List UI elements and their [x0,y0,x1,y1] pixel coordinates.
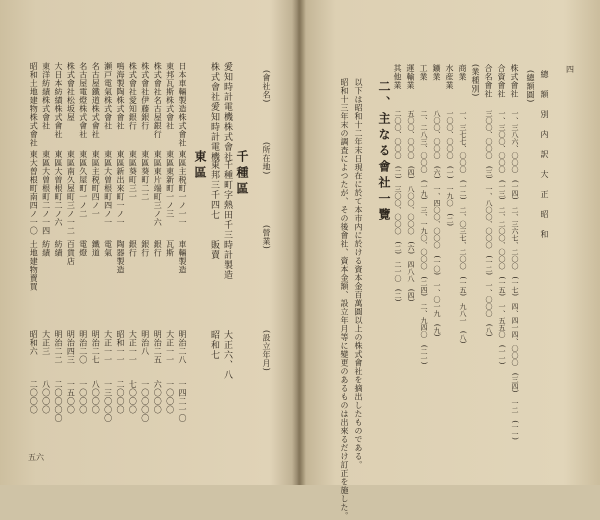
table-row-label: (業種別) [471,64,480,97]
company-address: 東區葵町二二 [140,150,150,201]
company-address: 東大曽根町南四ノ一〇 [29,150,39,235]
company-name: 昭和土地建物株式會社 [29,62,39,147]
company-capital: 八〇〇〇 [91,380,101,414]
company-founded: 昭和一一 [116,330,125,364]
company-name: 東邦瓦斯株式會社 [165,62,175,130]
company-name: 瀬戸電氣株式會社 [103,62,113,130]
label-founded: (設立年月) [262,330,271,372]
table-row-values: 五〇〇、〇〇〇 (四) 八〇〇、〇〇〇 (六) 四八八 (四) [407,110,415,302]
company-capital: 一三〇〇〇 [103,380,113,423]
table-row-label: 運輸業 [406,64,415,90]
aichi-row-2-business: 販賣 [209,240,219,260]
table-row-values: 八〇〇、〇〇〇 (六) 一、四〇〇、〇〇〇 (一〇) 一、〇一九 (九) [433,110,441,337]
table-subtitle: (總額圓) [526,70,535,103]
company-name: 名古屋鐵道株式會社 [91,62,101,139]
company-name: 株式會社松坂屋 [66,62,76,122]
company-capital: 一〇〇〇 [165,380,175,414]
company-business: 土地建物賣買 [29,240,39,291]
company-address: 東區葵町三一 [128,150,138,201]
aichi-row-1-name: 愛知時計電機株式會社 [222,62,232,162]
table-row-label: 鑛業 [432,64,441,81]
company-name: 株式會社名古屋銀行 [153,62,163,139]
aichi-row-1-business: 時計製造 [222,240,232,280]
company-capital: 二〇〇〇 [116,380,125,414]
table-row-values: 一、三八六、〇〇〇 (一四) 二、三六七、二〇〇 (一七) 四、四一四、〇〇〇 (三四) 一二 (一一) [511,110,519,440]
company-address: 東區新出來町一ノ一 [116,150,125,227]
company-address: 東區主税町四ノ一 [91,150,101,218]
table-row-label: 合資會社 [497,64,506,98]
company-capital: 一四二一〇 [178,380,187,423]
company-capital: 一〇〇〇 [78,380,88,414]
company-capital: 八〇〇〇 [41,380,51,414]
table-title: 總 額 別 内 訳 大 正 昭 和 [540,70,549,240]
aichi-row-1-address: 千種町字熱田千三 [222,160,232,240]
table-row-label: 水産業 [445,64,454,90]
company-founded: 大正一一 [103,330,113,364]
left-page-number: 五六 [28,453,44,462]
aichi-row-2-name: 株式會社愛知時計電機 [209,62,219,162]
company-business: 紡績 [54,240,63,257]
company-business: 電氣 [103,240,113,257]
company-name: 鳴海製陶株式會社 [116,62,125,130]
company-capital: 二〇〇〇 [29,380,39,414]
company-name: 東洋紡績株式會社 [41,62,51,130]
company-business: 紡績 [41,240,51,257]
company-founded: 明治二二 [54,330,63,364]
company-name: 日本車輛製造株式會社 [178,62,187,147]
table-row-values: 一、三〇〇、〇〇〇 (一三) 二、二〇〇、〇〇〇 (一五) 一、五五〇 (一一) [498,110,506,365]
table-row-values: 一〇〇、〇〇〇 (一) 一九〇 (二) [446,110,454,226]
heading-chikusa: 千種區 [235,150,249,198]
label-company: (會社名) [262,70,271,103]
aichi-row-1-founded: 大正六、八 [222,330,232,380]
label-business: (營業) [262,225,271,250]
company-address: 東區南久屋町三ノ一二 [66,150,76,235]
company-founded: 昭和六 [29,330,39,356]
table-row-values: 二、二八三、〇〇〇 (一九) 三、一九〇、〇〇〇 (二四) 二、九四〇 (二一) [420,110,428,365]
table-row-values: 二〇〇、〇〇〇 (二) 三〇〇、〇〇〇 (二) 二一〇 (二) [394,110,402,302]
company-business: 瓦斯 [165,240,175,257]
company-capital: 七〇〇〇 [128,380,138,414]
table-row-values: 一、三七七、〇〇〇 (一二) 二、〇三七、二〇〇 (一五) 九八一 (八) [459,110,467,344]
company-founded: 明治二七 [91,330,101,364]
company-founded: 明治八 [140,330,150,356]
table-row-label: 合名會社 [484,64,493,98]
table-row-values: 三〇〇、〇〇〇 (三) 一、八〇〇、〇〇〇 (一二) 一、〇〇〇 (八) [485,110,493,337]
company-address: 東區大曽根町二ノ一四 [41,150,51,235]
label-location: (所在地) [262,142,271,175]
company-capital: 六〇〇〇 [153,380,163,414]
company-business: 銀行 [128,240,138,257]
company-founded: 明治二〇 [78,330,88,364]
table-row-label: 其他業 [393,64,402,90]
body-line-2: 昭和十三年末の調査によつたが、その後會社、資本金額、設立年月等に變更のあるものは出來るだけ訂正を施した。 [340,78,349,520]
company-business: 銀行 [140,240,150,257]
company-business: 百貨店 [66,240,76,266]
company-name: 名古屋電燈株式會社 [78,62,88,139]
heading-higashi: 東區 [193,150,207,182]
right-page-number: 四 [566,65,574,74]
company-business: 車輛製造 [178,240,187,274]
company-business: 鐵道 [91,240,101,257]
company-founded: 大正一一 [128,330,138,364]
aichi-row-2-founded: 昭和七 [209,330,219,360]
company-business: 電燈 [78,240,88,257]
table-row-label: 工業 [419,64,428,81]
company-address: 東區東新町一ノ三 [165,150,175,218]
company-address: 東區東片端町三ノ六 [153,150,163,227]
company-name: 大日本紡績株式會社 [54,62,63,139]
table-row-label: 株式會社 [510,64,519,98]
aichi-row-2-address: 東邦三千四七 [209,160,219,220]
company-founded: 明治四三 [66,330,76,364]
company-capital: 一五〇〇 [66,380,76,414]
company-address: 東區主税町一ノ一一 [178,150,187,227]
section-title: 二、主なる會社一覽 [377,80,391,224]
company-founded: 大正三 [41,330,51,356]
table-row-label: 商業 [458,64,467,81]
company-founded: 明治二八 [178,330,187,364]
company-capital: 二〇〇〇〇 [54,380,63,423]
company-business: 銀行 [153,240,163,257]
company-name: 株式會社愛知銀行 [128,62,138,130]
company-business: 陶器製造 [116,240,125,274]
company-address: 東區久屋町一ノ二 [78,150,88,218]
company-name: 株式會社伊藤銀行 [140,62,150,130]
company-founded: 明治二五 [153,330,163,364]
company-address: 東區大曽根町二ノ六 [54,150,63,227]
company-address: 東區大曽根町四ノ一 [103,150,113,227]
company-founded: 大正一一 [165,330,175,364]
body-line-1: 以下は昭和十二年末日現在に於て本市内に於ける資本金百萬圓以上の株式會社を摘出したものである。 [354,78,363,469]
company-capital: 一〇〇〇〇 [140,380,150,423]
book-gutter [292,0,306,485]
